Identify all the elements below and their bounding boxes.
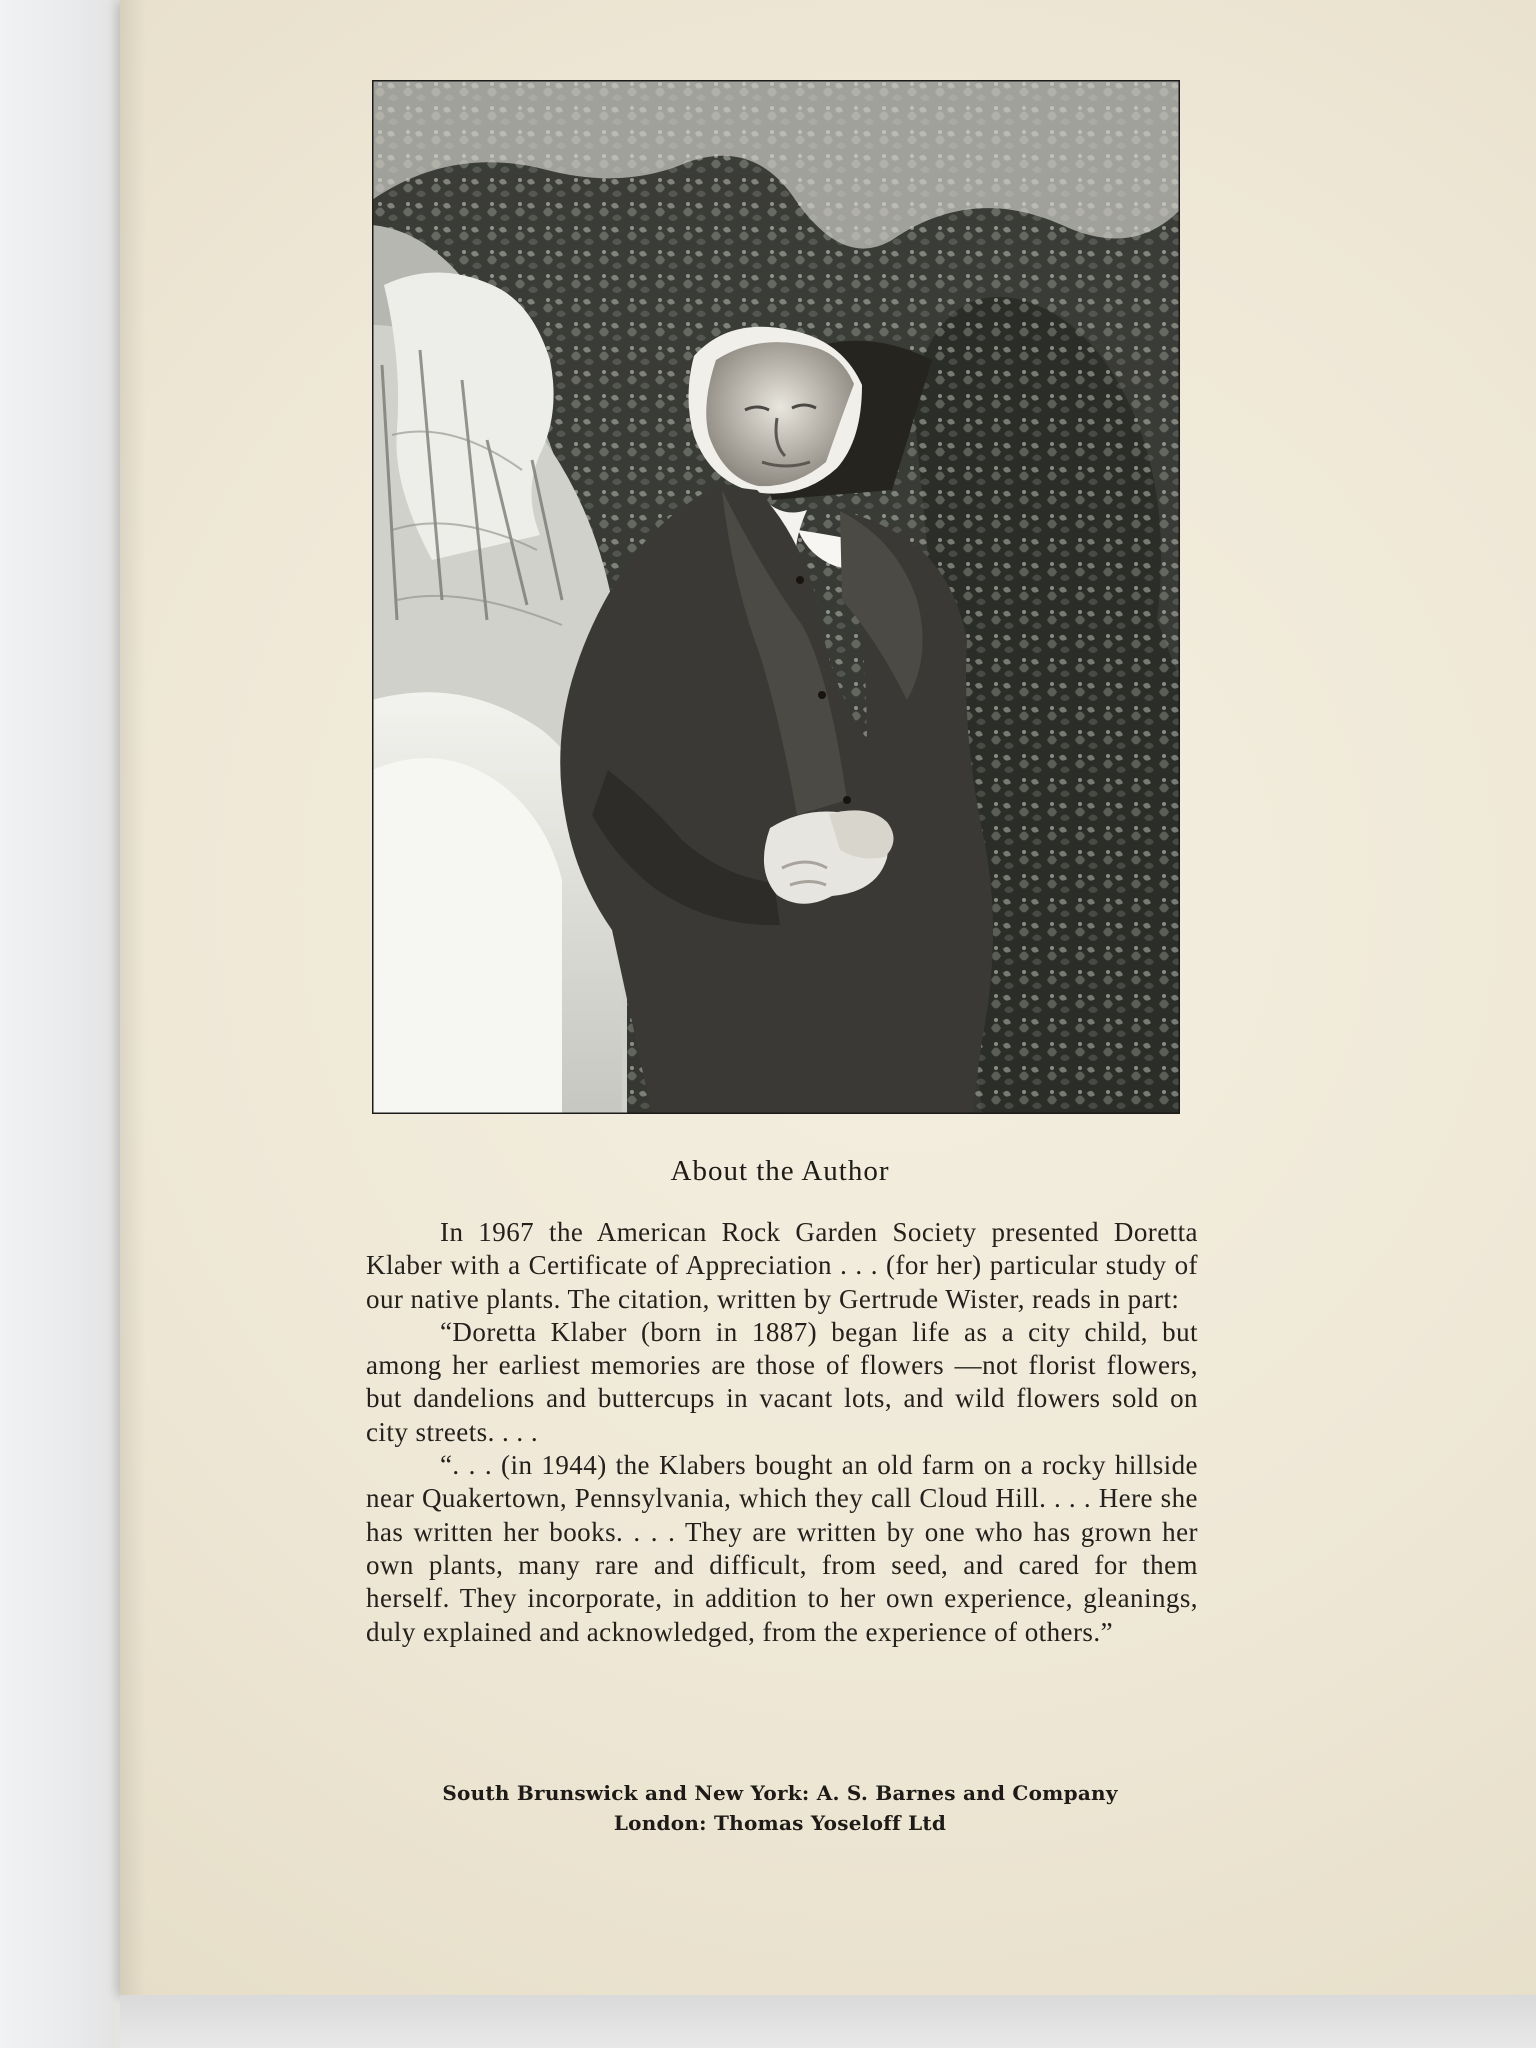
about-author-heading: About the Author: [670, 1155, 890, 1187]
biography-paragraph-1: In 1967 the American Rock Garden Society presented Doretta Klaber with a Certificate of Appreciation . . . (for her) particular study of our native plants. The citation, written by Gertrude Wister, reads in part:: [366, 1217, 1198, 1314]
publisher-line-1: South Brunswick and New York: A. S. Barnes and Company: [442, 1781, 1118, 1805]
publisher-line-2: London: Thomas Yoseloff Ltd: [613, 1811, 947, 1835]
surface-below-page: [120, 1995, 1536, 2048]
publisher-imprint: [400, 1778, 1160, 1838]
author-photo-illustration: [372, 80, 1180, 1114]
author-photo: [372, 80, 1180, 1114]
biography-paragraph-2: “Doretta Klaber (born in 1887) began life as a city child, but among her earliest memories are those of flowers —not florist flowers, but dandelions and buttercups in vacant lots, and wild flowers sold on city streets. . . .: [366, 1316, 1198, 1447]
author-biography: [366, 1216, 1198, 1649]
page-edge-shadow: [120, 0, 146, 1995]
biography-paragraph-3: “. . . (in 1944) the Klabers bought an old farm on a rocky hillside near Quakertown, Pennsylvania, which they call Cloud Hill. . . . Here she has written her books. . . . They are written by one who has grown her own plants, many rare and difficult, from seed, and cared for them herself. They incorporate, in addition to her own experience, gleanings, duly explained and acknowledged, from the experience of others.”: [366, 1450, 1198, 1647]
